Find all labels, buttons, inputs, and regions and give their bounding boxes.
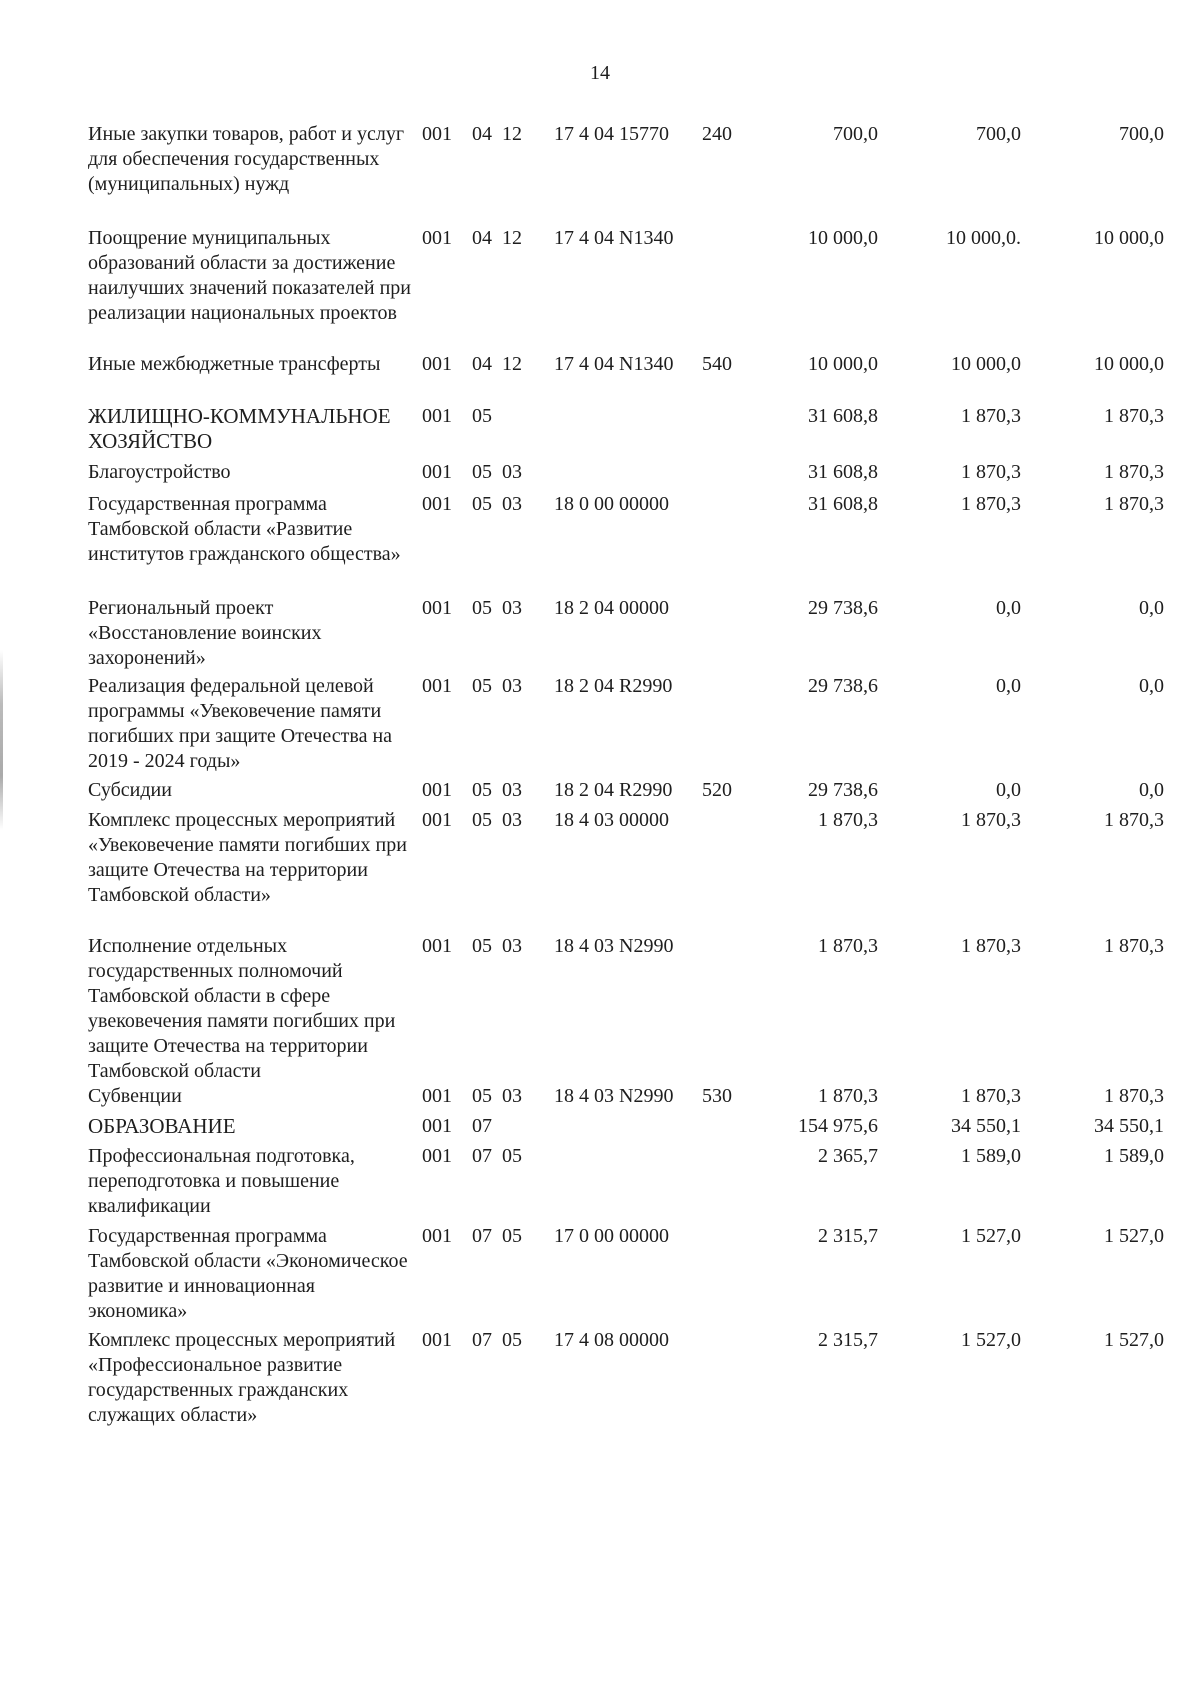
cell-s3: 0,0	[1139, 779, 1164, 801]
cell-rz: 05	[472, 809, 492, 831]
cell-s1: 2 315,7	[818, 1329, 878, 1351]
cell-ved: 001	[422, 809, 452, 831]
row-name: ЖИЛИЩНО-КОММУНАЛЬНОЕ ХОЗЯЙСТВО	[88, 404, 391, 453]
cell-s3: 700,0	[1119, 123, 1164, 145]
page-number: 14	[590, 62, 610, 84]
row-name: Субсидии	[88, 779, 172, 801]
cell-csr: 18 0 00 00000	[554, 493, 669, 515]
cell-pr: 03	[502, 809, 522, 831]
table-row	[0, 674, 1200, 778]
cell-rz: 05	[472, 493, 492, 515]
cell-ved: 001	[422, 461, 452, 483]
cell-s3: 10 000,0	[1094, 227, 1164, 249]
cell-rz: 05	[472, 675, 492, 697]
cell-rz: 07	[472, 1225, 492, 1247]
cell-ved: 001	[422, 227, 452, 249]
cell-rz: 05	[472, 405, 492, 427]
cell-pr: 12	[502, 123, 522, 145]
cell-ved: 001	[422, 353, 452, 375]
cell-ved: 001	[422, 493, 452, 515]
cell-rz: 05	[472, 935, 492, 957]
cell-pr: 05	[502, 1225, 522, 1247]
cell-rz: 05	[472, 1085, 492, 1107]
cell-csr: 17 4 08 00000	[554, 1329, 669, 1351]
cell-s1: 31 608,8	[808, 461, 878, 483]
cell-pr: 03	[502, 493, 522, 515]
cell-ved: 001	[422, 675, 452, 697]
cell-s2: 1 527,0	[961, 1329, 1021, 1351]
cell-s2: 1 589,0	[961, 1145, 1021, 1167]
row-name: Профессиональная подготовка, переподготовка и повышение квалификации	[88, 1145, 355, 1217]
table-row	[0, 596, 1200, 674]
table-row	[0, 1224, 1200, 1328]
table-row	[0, 808, 1200, 934]
table-row	[0, 1114, 1200, 1144]
table-row	[0, 122, 1200, 226]
cell-s1: 10 000,0	[808, 353, 878, 375]
cell-s1: 1 870,3	[818, 809, 878, 831]
row-name: Благоустройство	[88, 461, 231, 483]
cell-s1: 2 365,7	[818, 1145, 878, 1167]
cell-ved: 001	[422, 935, 452, 957]
cell-s1: 154 975,6	[798, 1115, 878, 1137]
cell-s3: 1 870,3	[1104, 461, 1164, 483]
cell-s3: 1 870,3	[1104, 1085, 1164, 1107]
table-row	[0, 1144, 1200, 1224]
cell-s3: 1 527,0	[1104, 1329, 1164, 1351]
cell-csr: 18 2 04 R2990	[554, 779, 673, 801]
row-name: Региональный проект «Восстановление воинских захоронений»	[88, 597, 322, 669]
cell-s2: 10 000,0.	[946, 227, 1021, 249]
row-name: Иные закупки товаров, работ и услуг для обеспечения государственных (муниципальных) нужд	[88, 123, 405, 195]
cell-s1: 29 738,6	[808, 597, 878, 619]
cell-pr: 03	[502, 597, 522, 619]
cell-ved: 001	[422, 779, 452, 801]
cell-s3: 1 870,3	[1104, 935, 1164, 957]
table-row	[0, 1328, 1200, 1456]
cell-s2: 1 870,3	[961, 461, 1021, 483]
cell-csr: 17 4 04 N1340	[554, 227, 674, 249]
row-name: Иные межбюджетные трансферты	[88, 353, 381, 375]
cell-pr: 12	[502, 227, 522, 249]
cell-ved: 001	[422, 1085, 452, 1107]
cell-s3: 0,0	[1139, 597, 1164, 619]
table-row	[0, 404, 1200, 460]
cell-s1: 31 608,8	[808, 405, 878, 427]
cell-pr: 03	[502, 779, 522, 801]
row-name: Комплекс процессных мероприятий «Увековечение памяти погибших при защите Отечества на территории Тамбовской области»	[88, 809, 407, 906]
cell-pr: 12	[502, 353, 522, 375]
cell-s1: 29 738,6	[808, 779, 878, 801]
cell-s1: 29 738,6	[808, 675, 878, 697]
table-row	[0, 460, 1200, 492]
table-row	[0, 352, 1200, 404]
cell-csr: 17 0 00 00000	[554, 1225, 669, 1247]
table-row	[0, 226, 1200, 352]
cell-vr: 240	[702, 123, 732, 145]
cell-pr: 03	[502, 935, 522, 957]
cell-s2: 1 870,3	[961, 935, 1021, 957]
cell-ved: 001	[422, 1329, 452, 1351]
cell-s2: 700,0	[976, 123, 1021, 145]
cell-s2: 0,0	[996, 675, 1021, 697]
cell-s3: 1 870,3	[1104, 405, 1164, 427]
row-name: Комплекс процессных мероприятий «Профессиональное развитие государственных гражданских служащих области»	[88, 1329, 396, 1426]
cell-ved: 001	[422, 597, 452, 619]
cell-pr: 03	[502, 1085, 522, 1107]
row-name: Государственная программа Тамбовской области «Развитие институтов гражданского общества»	[88, 493, 401, 565]
cell-pr: 03	[502, 675, 522, 697]
cell-csr: 17 4 04 15770	[554, 123, 669, 145]
cell-rz: 07	[472, 1329, 492, 1351]
row-name: Исполнение отдельных государственных полномочий Тамбовской области в сфере увековечения памяти погибших при защите Отечества на территории Тамбовской области	[88, 935, 396, 1082]
cell-csr: 17 4 04 N1340	[554, 353, 674, 375]
cell-s2: 34 550,1	[951, 1115, 1021, 1137]
cell-vr: 520	[702, 779, 732, 801]
cell-csr: 18 2 04 R2990	[554, 675, 673, 697]
cell-s3: 34 550,1	[1094, 1115, 1164, 1137]
cell-s1: 10 000,0	[808, 227, 878, 249]
cell-ved: 001	[422, 123, 452, 145]
cell-rz: 04	[472, 227, 492, 249]
row-name: Государственная программа Тамбовской области «Экономическое развитие и инновационная экономика»	[88, 1225, 408, 1322]
cell-s3: 1 527,0	[1104, 1225, 1164, 1247]
table-row	[0, 1084, 1200, 1114]
cell-s3: 0,0	[1139, 675, 1164, 697]
cell-ved: 001	[422, 1145, 452, 1167]
row-name: Поощрение муниципальных образований области за достижение наилучших значений показателей при реализации национальных проектов	[88, 227, 411, 324]
cell-rz: 07	[472, 1145, 492, 1167]
cell-rz: 05	[472, 597, 492, 619]
cell-s1: 700,0	[833, 123, 878, 145]
cell-csr: 18 2 04 00000	[554, 597, 669, 619]
table-row	[0, 934, 1200, 1084]
cell-s3: 1 589,0	[1104, 1145, 1164, 1167]
cell-s2: 0,0	[996, 597, 1021, 619]
cell-s2: 1 870,3	[961, 493, 1021, 515]
cell-ved: 001	[422, 1225, 452, 1247]
cell-s1: 1 870,3	[818, 1085, 878, 1107]
cell-rz: 04	[472, 123, 492, 145]
cell-s2: 1 870,3	[961, 809, 1021, 831]
cell-s2: 1 870,3	[961, 1085, 1021, 1107]
cell-rz: 04	[472, 353, 492, 375]
budget-table	[0, 122, 1200, 1456]
cell-csr: 18 4 03 00000	[554, 809, 669, 831]
cell-ved: 001	[422, 405, 452, 427]
cell-s3: 1 870,3	[1104, 809, 1164, 831]
cell-s2: 10 000,0	[951, 353, 1021, 375]
cell-rz: 05	[472, 461, 492, 483]
row-name: Реализация федеральной целевой программы «Увековечение памяти погибших при защите Отечества на 2019 - 2024 годы»	[88, 675, 393, 772]
cell-ved: 001	[422, 1115, 452, 1137]
cell-csr: 18 4 03 N2990	[554, 1085, 674, 1107]
cell-pr: 05	[502, 1329, 522, 1351]
table-row	[0, 778, 1200, 808]
cell-csr: 18 4 03 N2990	[554, 935, 674, 957]
row-name: Субвенции	[88, 1085, 182, 1107]
cell-vr: 540	[702, 353, 732, 375]
cell-s1: 1 870,3	[818, 935, 878, 957]
cell-pr: 05	[502, 1145, 522, 1167]
cell-s1: 31 608,8	[808, 493, 878, 515]
cell-s2: 0,0	[996, 779, 1021, 801]
table-row	[0, 492, 1200, 596]
cell-s1: 2 315,7	[818, 1225, 878, 1247]
cell-s3: 10 000,0	[1094, 353, 1164, 375]
cell-s3: 1 870,3	[1104, 493, 1164, 515]
cell-vr: 530	[702, 1085, 732, 1107]
cell-rz: 05	[472, 779, 492, 801]
cell-rz: 07	[472, 1115, 492, 1137]
cell-s2: 1 870,3	[961, 405, 1021, 427]
row-name: ОБРАЗОВАНИЕ	[88, 1114, 236, 1138]
cell-pr: 03	[502, 461, 522, 483]
cell-s2: 1 527,0	[961, 1225, 1021, 1247]
